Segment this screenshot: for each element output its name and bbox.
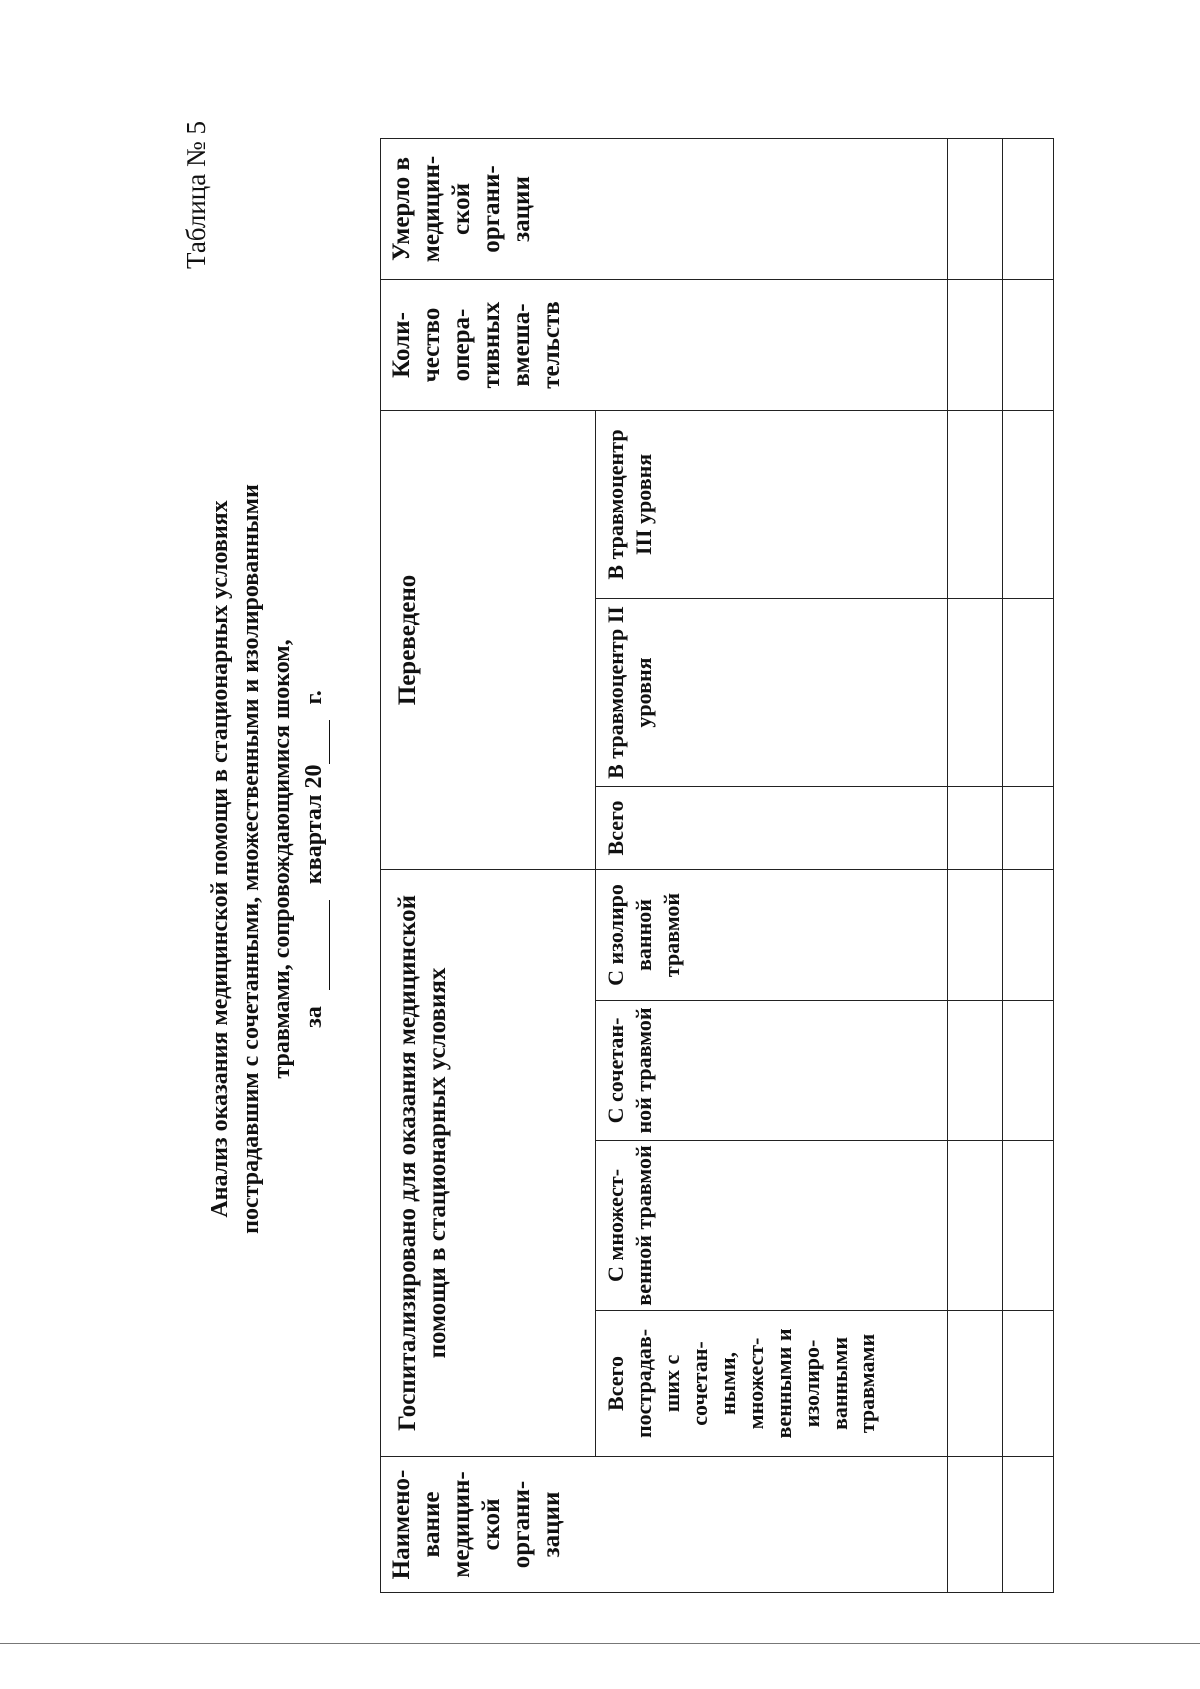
subcol-trans-level3: В травмоцентр III уровня [596, 411, 948, 599]
table-cell [948, 870, 1003, 1001]
subcol-trans-level2: В травмоцентр II уровня [596, 599, 948, 787]
table-cell [948, 1311, 1003, 1457]
title-prefix: за [300, 1006, 327, 1028]
col-hospitalized: Госпитализировано для оказания медицинской помощи в стационарных условиях [381, 870, 596, 1457]
table-cell [1003, 280, 1054, 411]
col-transferred: Переведено [381, 411, 596, 870]
table-cell [1003, 599, 1054, 787]
title-line-1: Анализ оказания медицинской помощи в стационарных условиях [207, 500, 233, 1218]
table-cell [1003, 787, 1054, 870]
table-header-row-1 [381, 139, 596, 1593]
table-row-empty-2 [1003, 139, 1054, 1593]
table-cell [948, 599, 1003, 787]
subcol-hosp-isolated: С изолиро ванной травмой [596, 870, 948, 1001]
table-cell [948, 280, 1003, 411]
analysis-table [380, 138, 1054, 1593]
table-cell [1003, 1311, 1054, 1457]
table-cell [948, 1141, 1003, 1311]
subcol-hosp-combined: С сочетан-ной травмой [596, 1001, 948, 1141]
table-cell [948, 1457, 1003, 1593]
table-cell [1003, 1001, 1054, 1141]
title-year-suffix: г. [300, 690, 327, 705]
table-cell [1003, 1457, 1054, 1593]
document-title [205, 409, 330, 1309]
title-quarter-year: квартал 20 [300, 764, 327, 885]
table-number: Таблица № 5 [181, 121, 211, 269]
table-cell [1003, 870, 1054, 1001]
page-bottom-line [0, 1643, 1200, 1644]
title-line-3: травмами, сопровождающимися шоком, [269, 639, 296, 1079]
subcol-hosp-multiple: С множест-венной травмой [596, 1141, 948, 1311]
col-org-name: Наимено-вание медицин-ской органи-зации [381, 1457, 948, 1593]
table-cell [948, 1001, 1003, 1141]
table-cell [948, 411, 1003, 599]
title-line-4 [299, 409, 330, 1309]
subcol-trans-total: Всего [596, 787, 948, 870]
table-cell [948, 139, 1003, 280]
table-cell [1003, 139, 1054, 280]
col-operations: Коли-чество опера-тивных вмеша-тельств [381, 280, 948, 411]
title-line-2: пострадавшим с сочетанными, множественными и изолированными [238, 484, 265, 1234]
subcol-hosp-total: Всего пострадав-ших с сочетан-ными, множест-венными и изолиро-ванными травмами [596, 1311, 948, 1457]
table-cell [1003, 1141, 1054, 1311]
year-blank [305, 720, 330, 764]
table-cell [1003, 411, 1054, 599]
table-row-empty-1 [948, 139, 1003, 1593]
col-died: Умерло в медицин-ской органи-зации [381, 139, 948, 280]
table-cell [948, 787, 1003, 870]
quarter-blank [305, 900, 330, 990]
